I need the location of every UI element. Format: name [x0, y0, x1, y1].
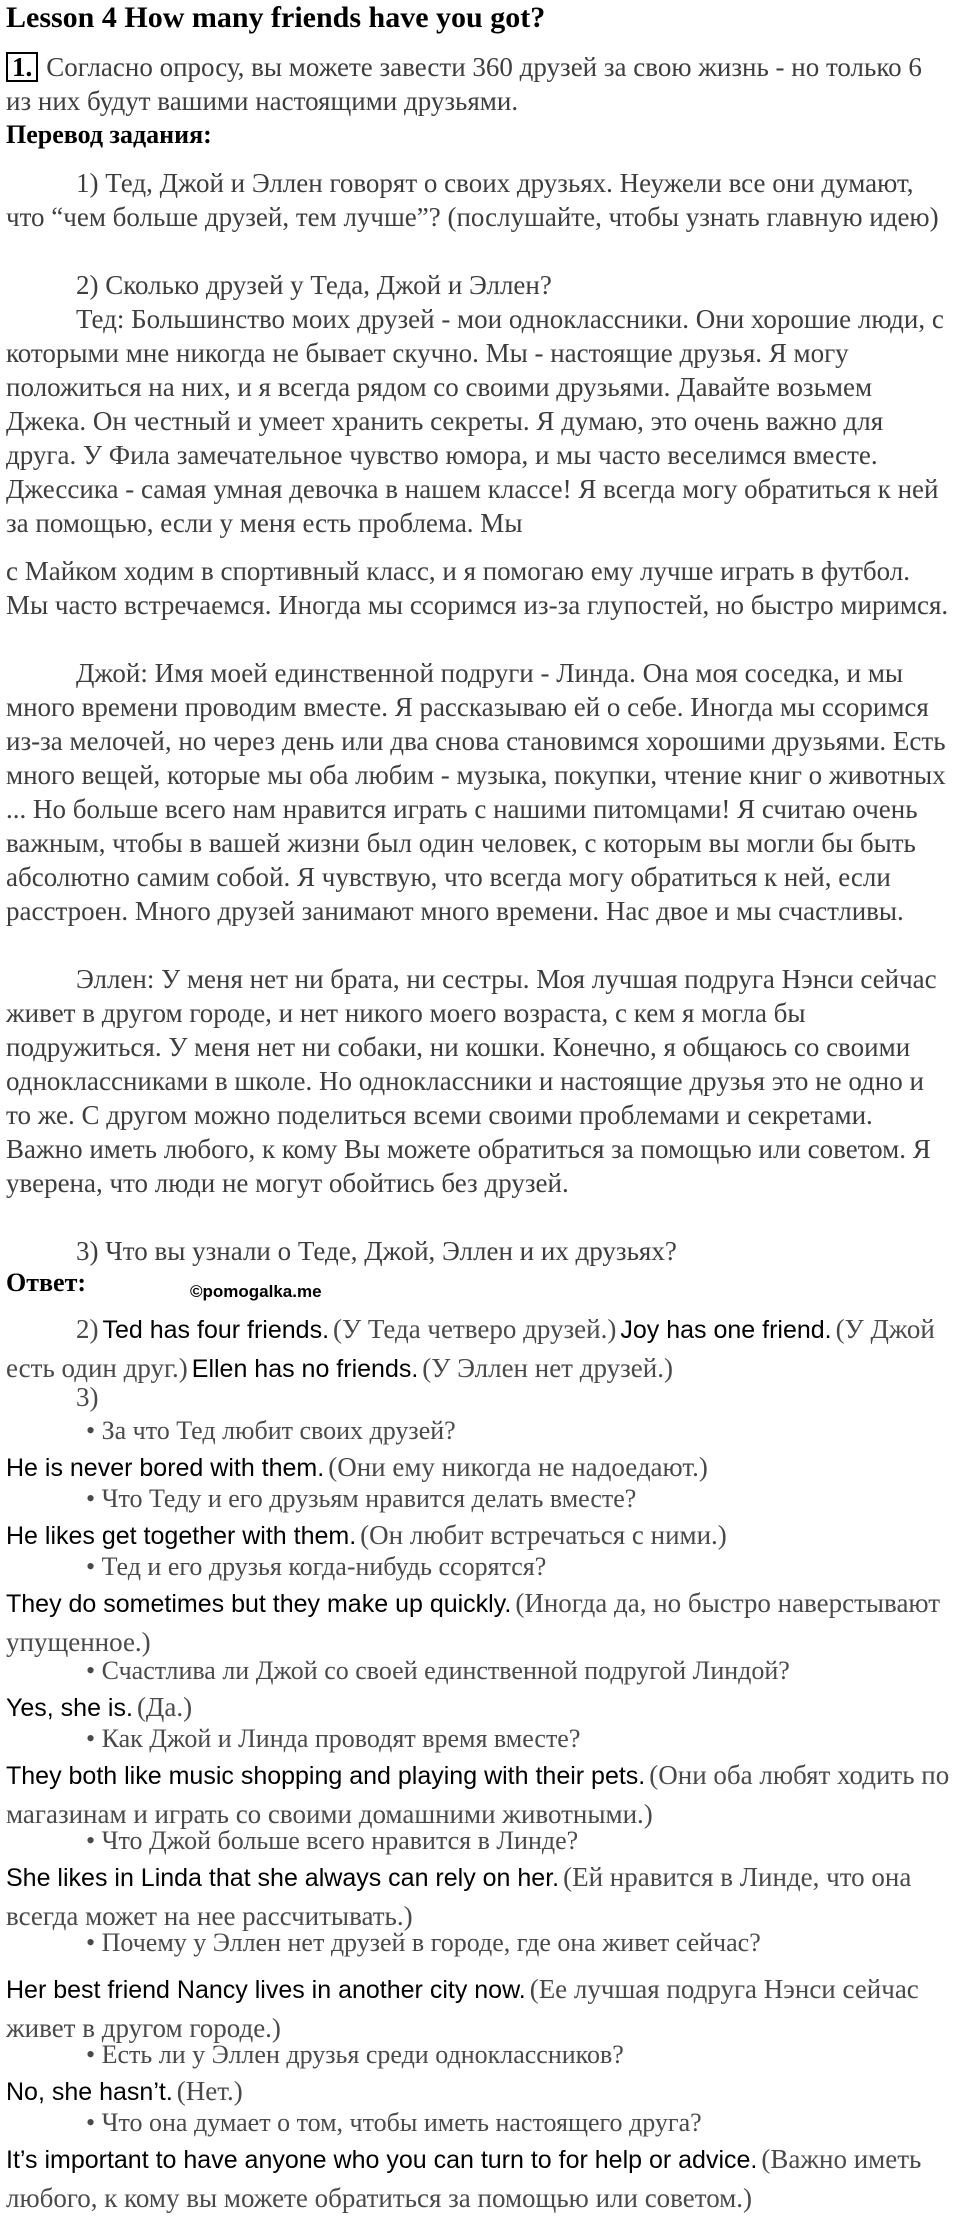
answer-2b-ru: (Он любит встречаться с ними.)	[360, 1520, 727, 1550]
answer-2	[6, 1312, 952, 1390]
answer-3-ru: (Иногда да, но быстро наверстывают упущенное.)	[6, 1588, 941, 1657]
answer-5-ru: (Они оба любят ходить по магазинам и играть со своими домашними животными.)	[6, 1760, 950, 1829]
answer-9-ru: (Важно иметь любого, к кому вы можете обратиться за помощью или советом.)	[6, 2144, 922, 2213]
answer-2-number: 2)	[76, 1314, 99, 1344]
ted-text: Тед: Большинство моих друзей - мои одноклассники. Они хорошие люди, с которыми мне никогда не бывает скучно. Мы - настоящие друзья. Я могу положиться на них, и я всегда рядом со своими друзьями. Давайте возьмем Джека. Он честный и умеет хранить секреты. Я думаю, это очень важно для друга. У Фила замечательное чувство юмора, и мы часто веселимся вместе. Джессика - самая умная девочка в нашем классе! Я всегда могу обратиться к ней за помощью, если у меня есть проблема. Мы	[6, 304, 944, 538]
answer-9	[6, 2142, 952, 2220]
answer-3-number: 3)	[76, 1382, 99, 1412]
answer-8-en: No, she hasn’t.	[6, 2078, 173, 2106]
answer-4-en: Yes, she is.	[6, 1694, 133, 1722]
answer-2b-en: He likes get together with them.	[6, 1522, 357, 1550]
item-1: 1) Тед, Джой и Эллен говорят о своих друзьях. Неужели все они думают, что “чем больше друзей, тем лучше”? (послушайте, чтобы узнать главную идею)	[6, 168, 939, 232]
answer-6-en: She likes in Linda that she always can rely on her.	[6, 1864, 560, 1892]
question-1: • За что Тед любит своих друзей?	[86, 1416, 456, 1445]
answer-5-en: They both like music shopping and playing with their pets.	[6, 1762, 646, 1790]
answer-6-ru: (Ей нравится в Линде, что она всегда может на нее рассчитывать.)	[6, 1862, 912, 1931]
question-8: • Есть ли у Эллен друзья среди одноклассников?	[86, 2040, 624, 2069]
question-6: • Что Джой больше всего нравится в Линде?	[86, 1826, 579, 1855]
translation-heading: Перевод задания:	[6, 120, 212, 149]
question-9: • Что она думает о том, чтобы иметь настоящего друга?	[86, 2108, 702, 2137]
answer-5	[6, 1758, 952, 1836]
question-2: • Что Теду и его друзьям нравится делать вместе?	[86, 1484, 637, 1513]
answer-2-ellen: Ellen has no friends.	[191, 1355, 419, 1383]
answer-3	[6, 1586, 952, 1664]
question-7: • Почему у Эллен нет друзей в городе, где она живет сейчас?	[86, 1928, 761, 1957]
question-4: • Счастлива ли Джой со своей единственной подругой Линдой?	[86, 1656, 790, 1685]
answer-8-ru: (Нет.)	[176, 2076, 243, 2106]
answer-7-ru: (Ее лучшая подруга Нэнси сейчас живет в другом городе.)	[6, 1974, 919, 2043]
answer-4-ru: (Да.)	[136, 1692, 193, 1722]
answer-2-joy: Joy has one friend.	[620, 1316, 832, 1344]
item-3: 3) Что вы узнали о Теде, Джой, Эллен и их друзьях?	[76, 1236, 677, 1266]
task-number: 1.	[6, 52, 38, 82]
answer-1-ru: (Они ему никогда не надоедают.)	[328, 1452, 708, 1482]
page-title: Lesson 4 How many friends have you got?	[6, 1, 546, 34]
answer-1-en: He is never bored with them.	[6, 1454, 325, 1482]
answer-7-en: Her best friend Nancy lives in another city now.	[6, 1976, 526, 2004]
watermark: ©pomogalka.me	[190, 1282, 322, 1301]
task-intro	[6, 50, 952, 118]
ellen-text: Эллен: У меня нет ни брата, ни сестры. Моя лучшая подруга Нэнси сейчас живет в другом городе, и нет никого моего возраста, с кем я могла бы подружиться. У меня нет ни собаки, ни кошки. Конечно, я общаюсь со своими одноклассниками в школе. Но одноклассники и настоящие друзья это не одно и то же. С другом можно поделиться всеми своими проблемами и секретами. Важно иметь любого, к кому Вы можете обратиться за помощью или советом. Я уверена, что люди не могут обойтись без друзей.	[6, 964, 937, 1198]
task-text: Согласно опросу, вы можете завести 360 друзей за свою жизнь - но только 6 из них будут вашими настоящими друзьями.	[6, 52, 922, 116]
answer-7	[6, 1972, 952, 2050]
answer-3-en: They do sometimes but they make up quickly.	[6, 1590, 512, 1618]
answer-2-joy-ru: (У Джой есть один друг.)	[6, 1314, 935, 1383]
answer-heading: Ответ:	[6, 1268, 87, 1297]
item-2: 2) Сколько друзей у Теда, Джой и Эллен?	[76, 270, 552, 300]
ted-text-continued: с Майком ходим в спортивный класс, и я помогаю ему лучше играть в футбол. Мы часто встречаемся. Иногда мы ссоримся из-за глупостей, но быстро миримся.	[6, 556, 949, 620]
answer-6	[6, 1860, 952, 1938]
answer-9-en: It’s important to have anyone who you can turn to for help or advice.	[6, 2146, 758, 2174]
answer-2-ted-ru: (У Теда четверо друзей.)	[333, 1314, 617, 1344]
joy-text: Джой: Имя моей единственной подруги - Линда. Она моя соседка, и мы много времени проводим вместе. Я рассказываю ей о себе. Иногда мы ссоримся из-за мелочей, но через день или два снова становимся хорошими друзьями. Есть много вещей, которые мы оба любим - музыка, покупки, чтение книг о животных ... Но больше всего нам нравится играть с нашими питомцами! Я считаю очень важным, чтобы в вашей жизни был один человек, с которым вы могли бы быть абсолютно самим собой. Я чувствую, что всегда могу обратиться к ней, если расстроен. Много друзей занимают много времени. Нас двое и мы счастливы.	[6, 658, 946, 926]
answer-2-ted: Ted has four friends.	[102, 1316, 330, 1344]
question-3: • Тед и его друзья когда-нибудь ссорятся?	[86, 1552, 547, 1581]
question-5: • Как Джой и Линда проводят время вместе?	[86, 1724, 581, 1753]
answer-2-ellen-ru: (У Эллен нет друзей.)	[422, 1353, 673, 1383]
